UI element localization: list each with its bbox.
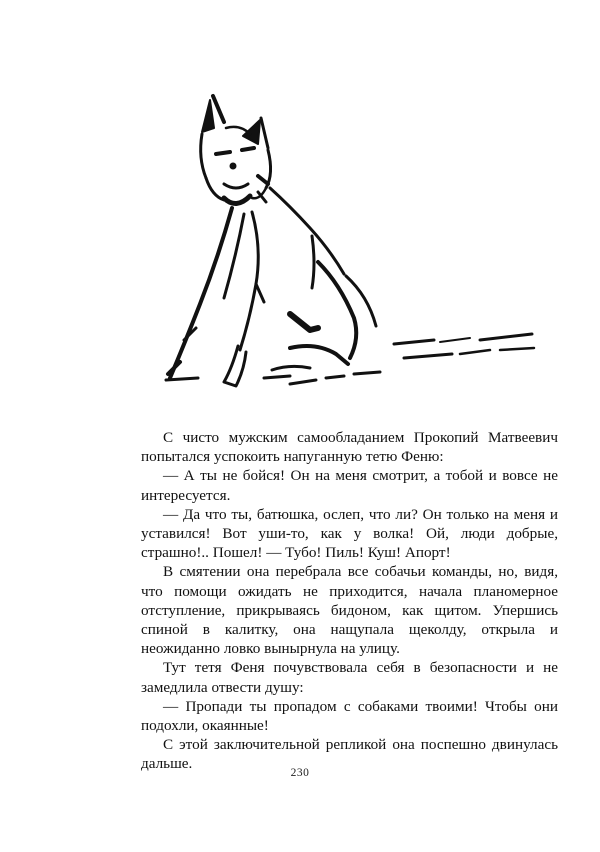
paragraph: С этой заключительной репликой она поспешно двинулась дальше. <box>141 736 558 773</box>
body-text <box>141 428 558 774</box>
dog-illustration <box>140 88 540 408</box>
paragraph: В смятении она перебрала все собачьи команды, но, видя, что помощи ожидать не приходится, начала планомерное отступление, прикрываясь бидоном, как щитом. Упершись спиной в калитку, она нащупала щеколду, открыла и неожиданно ловко вынырнула на улицу. <box>141 563 558 658</box>
paragraph: С чисто мужским самообладанием Прокопий Матвеевич попытался успокоить напуганную тетю Феню: <box>141 429 558 466</box>
paragraph: — А ты не бойся! Он на меня смотрит, а тобой и вовсе не интересуется. <box>141 467 558 504</box>
paragraph: Тут тетя Феня почувствовала себя в безопасности и не замедлила отвести душу: <box>141 659 558 696</box>
page-number: 230 <box>290 767 310 779</box>
dog-drawing-icon <box>140 88 540 408</box>
paragraph: — Пропади ты пропадом с собаками твоими! Чтобы они подохли, окаянные! <box>141 697 558 735</box>
paragraph: — Да что ты, батюшка, ослеп, что ли? Он только на меня и уставился! Вот уши-то, как у волка! Ой, люди добрые, страшно!.. Пошел! — Тубо! Пиль! Куш! Апорт! <box>141 505 558 562</box>
